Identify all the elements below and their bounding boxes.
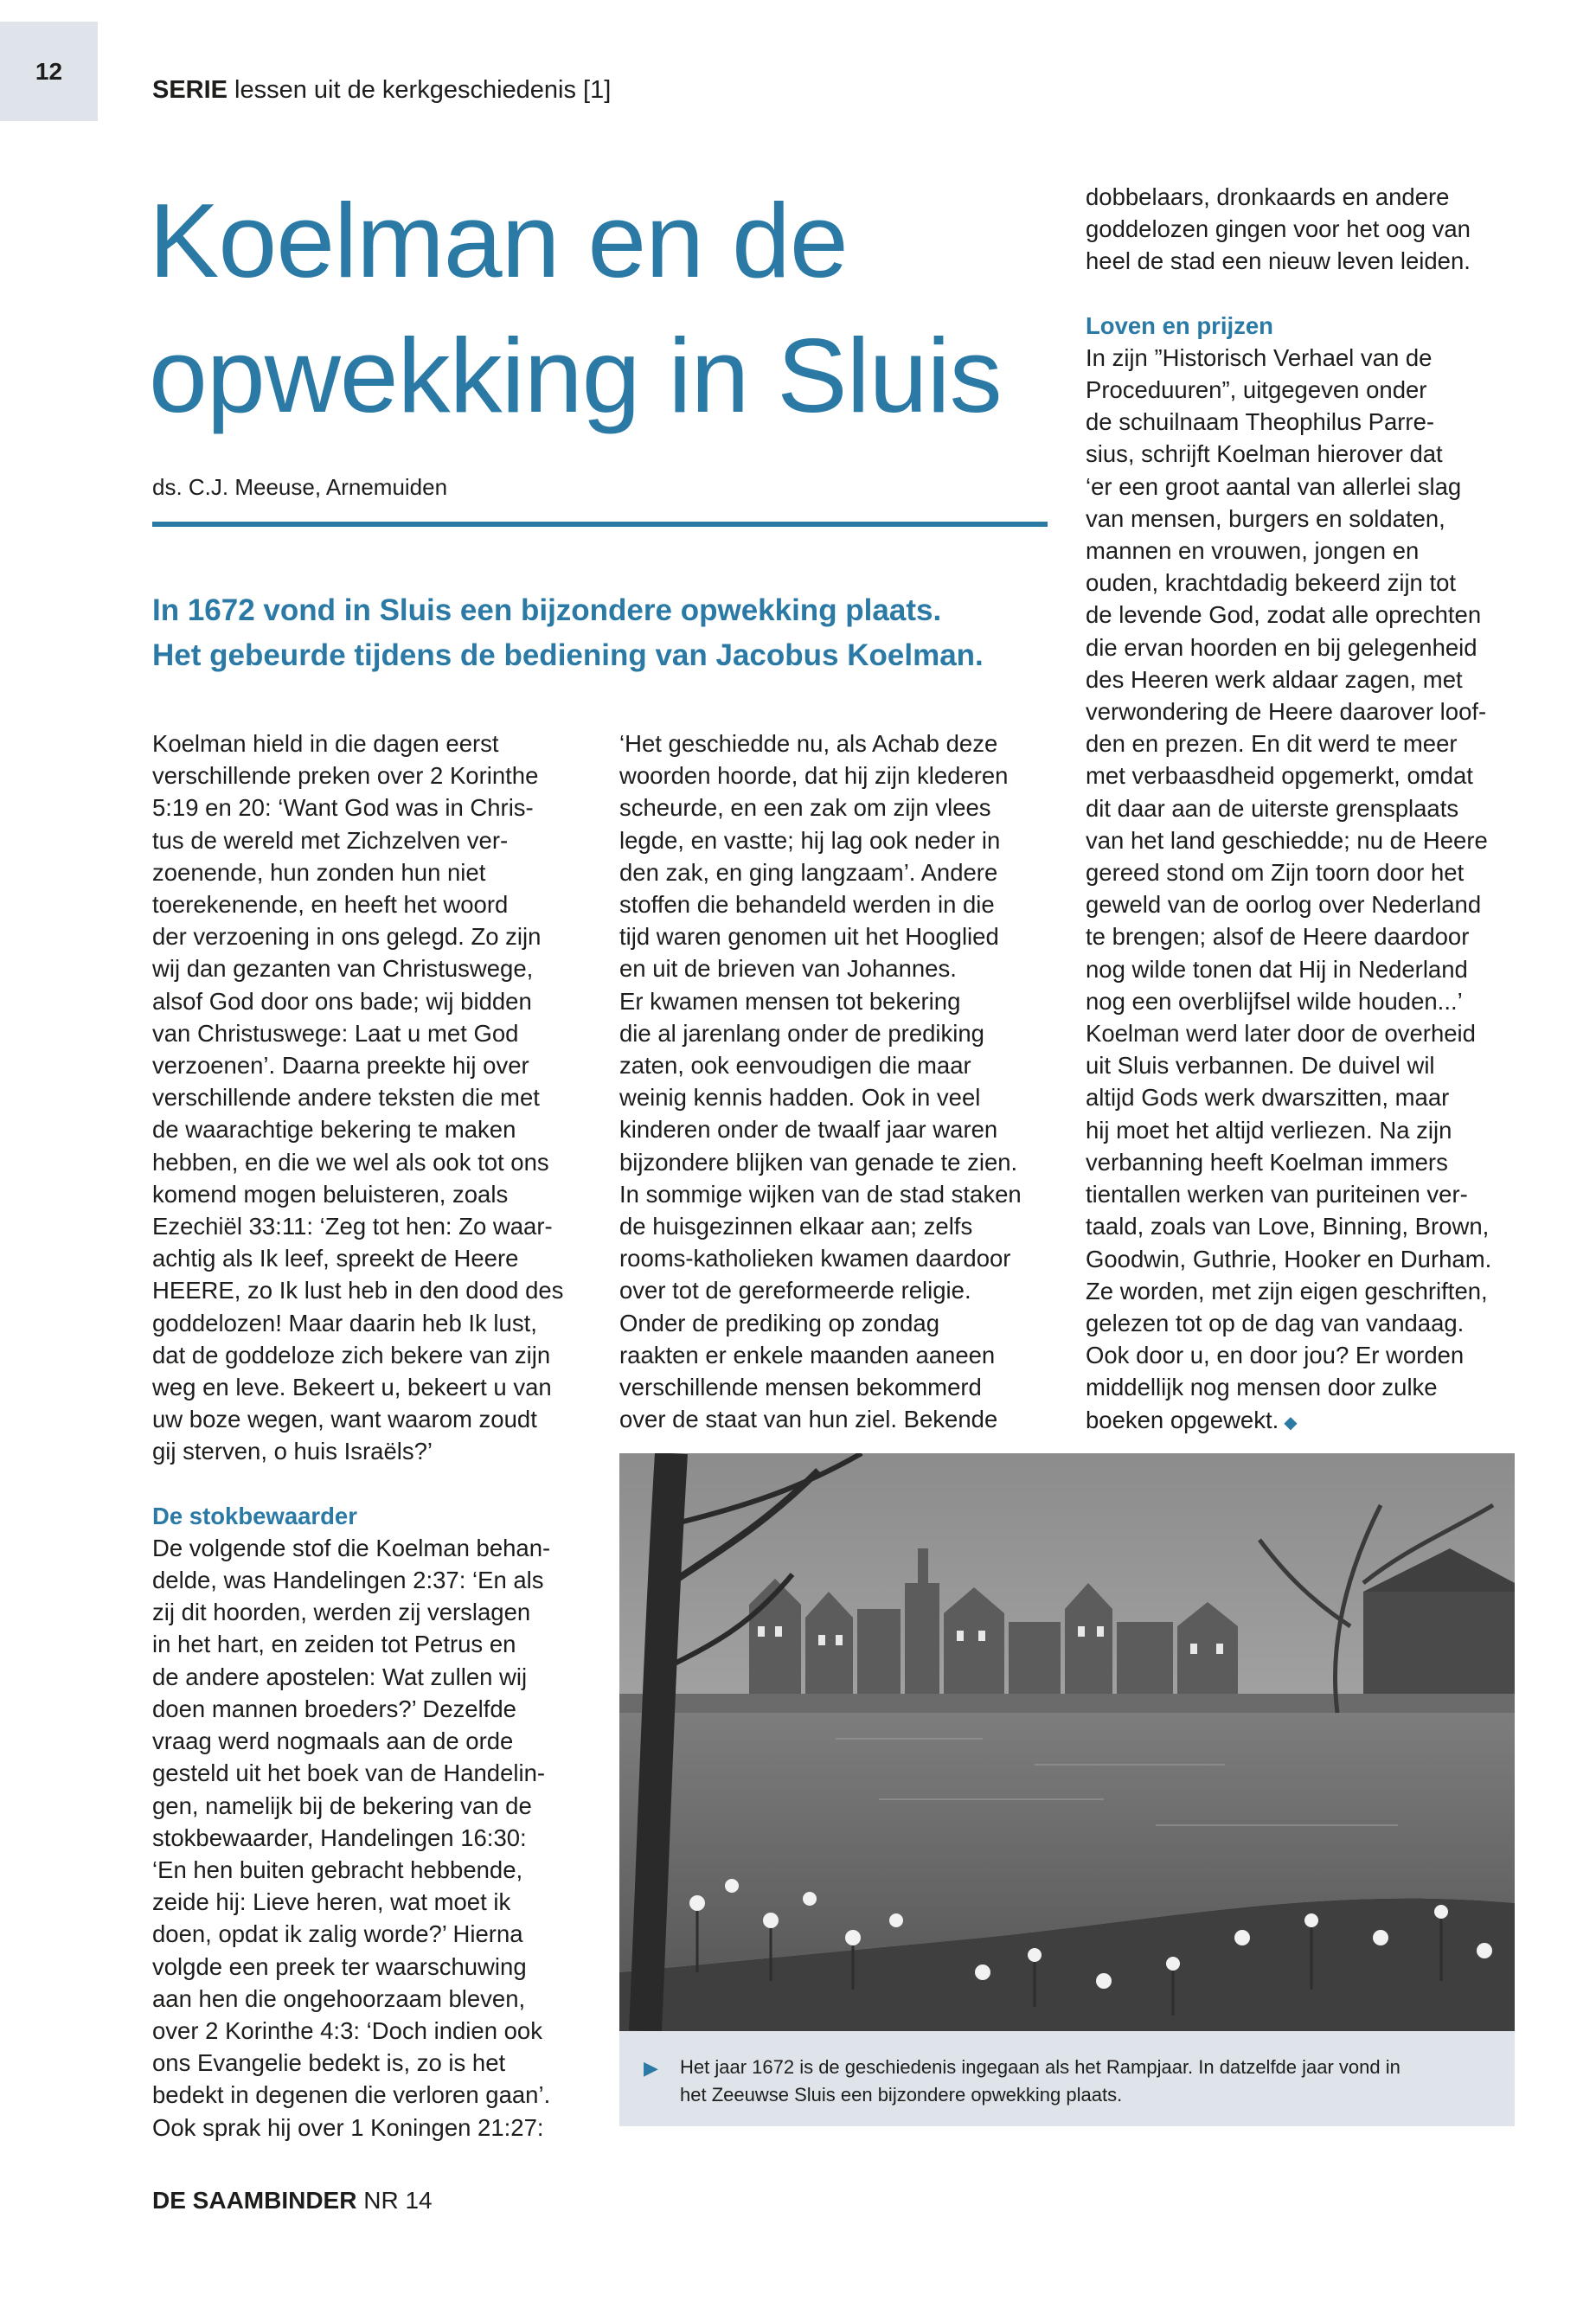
text-line: dat de goddeloze zich bekere van zijn <box>152 1341 551 1368</box>
text-line: volgde een preek ter waarschuwing <box>152 1952 527 1980</box>
text-line: toerekenende, en heeft het woord <box>152 891 509 919</box>
text-line: weinig kennis hadden. Ook in veel <box>619 1084 981 1112</box>
text-line: legde, en vastte; hij lag ook neder in <box>619 826 1001 854</box>
title-line-2: opwekking in Sluis <box>149 317 1002 434</box>
text-line: der verzoening in ons gelegd. Zo zijn <box>152 923 542 951</box>
text-line: scheurde, en een zak om zijn vlees <box>619 794 991 822</box>
text-line: zaten, ook eenvoudigen die maar <box>619 1052 971 1080</box>
text-line: De volgende stof die Koelman behan- <box>152 1534 551 1561</box>
text-line: verschillende mensen bekommerd <box>619 1374 982 1401</box>
text-line: de andere apostelen: Wat zullen wij <box>152 1663 528 1690</box>
text-line: gen, namelijk bij de bekering van de <box>152 1791 532 1819</box>
text-line: Koelman hield in die dagen eerst <box>152 730 499 757</box>
text-line: taald, zoals van Love, Binning, Brown, <box>1086 1213 1490 1240</box>
series-label: SERIE <box>152 76 228 104</box>
text-line: delde, was Handelingen 2:37: ‘En als <box>152 1567 544 1594</box>
text-line: de huisgezinnen elkaar aan; zelfs <box>619 1213 973 1240</box>
caption-arrow-icon: ▶ <box>644 2057 658 2079</box>
text-line: doen, opdat ik zalig worde?’ Hierna <box>152 1920 523 1948</box>
text-line: en uit de brieven van Johannes. <box>619 955 957 983</box>
text-line: hebben, en die we wel als ook tot ons <box>152 1148 549 1176</box>
text-line: verschillende preken over 2 Korinthe <box>152 762 539 790</box>
page-number: 12 <box>35 57 63 85</box>
text-line: van Christuswege: Laat u met God <box>152 1019 519 1047</box>
text-line: In sommige wijken van de stad staken <box>619 1180 1022 1208</box>
text-line: gelezen tot op de dag van vandaag. <box>1086 1309 1465 1336</box>
text-line: over tot de gereformeerde religie. <box>619 1277 971 1304</box>
text-line: Ezechiël 33:11: ‘Zeg tot hen: Zo waar- <box>152 1213 553 1240</box>
text-line: vraag werd nogmaals aan de orde <box>152 1727 514 1755</box>
text-line: Er kwamen mensen tot bekering <box>619 987 961 1015</box>
text-line: bijzondere blijken van genade te zien. <box>619 1148 1018 1176</box>
text-line: kinderen onder de twaalf jaar waren <box>619 1116 998 1144</box>
caption-line-1: Het jaar 1672 is de geschiedenis ingegaan als het Rampjaar. In datzelfde jaar vond in <box>680 2056 1401 2078</box>
text-line: van mensen, burgers en soldaten, <box>1086 504 1445 532</box>
text-line: die ervan hoorden en bij gelegenheid <box>1086 633 1477 661</box>
text-line: verwondering de Heere daarover loof- <box>1086 698 1487 726</box>
text-line: zoenende, hun zonden hun niet <box>152 858 486 886</box>
title-line-1: Koelman en de <box>149 182 848 299</box>
text-line: bedekt in degenen die verloren gaan’. <box>152 2081 551 2109</box>
text-line: te brengen; alsof de Heere daardoor <box>1086 923 1470 951</box>
text-line: in het hart, en zeiden tot Petrus en <box>152 1631 516 1658</box>
text-line: wij dan gezanten van Christuswege, <box>152 955 534 983</box>
text-line: de waarachtige bekering te maken <box>152 1116 516 1144</box>
lead-paragraph <box>152 588 1052 678</box>
end-diamond-icon: ◆ <box>1284 1413 1298 1433</box>
town-canal-photo <box>619 1453 1515 2031</box>
lead-line-2: Het gebeurde tijdens de bediening van Jacobus Koelman. <box>152 638 984 672</box>
text-line: hij moet het altijd verliezen. Na zijn <box>1086 1116 1452 1144</box>
text-line: ‘er een groot aantal van allerlei slag <box>1086 472 1462 500</box>
text-line: den en prezen. En dit werd te meer <box>1086 730 1458 758</box>
article-title <box>149 173 1066 443</box>
text-line: ons Evangelie bedekt is, zo is het <box>152 2049 506 2077</box>
col1-paragraph-1 <box>152 727 593 1468</box>
text-line: gij sterven, o huis Israëls?’ <box>152 1438 433 1465</box>
text-line: dobbelaars, dronkaards en andere <box>1086 183 1450 210</box>
text-line: uit Sluis verbannen. De duivel wil <box>1086 1052 1435 1080</box>
page-footer <box>152 2187 433 2214</box>
lead-line-1: In 1672 vond in Sluis een bijzondere opwekking plaats. <box>152 593 942 627</box>
col2-paragraph-1 <box>619 727 1061 985</box>
text-line: Ook door u, en door jou? Er worden <box>1086 1342 1465 1369</box>
text-line: zij dit hoorden, werden zij verslagen <box>152 1599 531 1626</box>
text-line: goddelozen! Maar daarin heb Ik lust, <box>152 1309 537 1336</box>
text-line: verbanning heeft Koelman immers <box>1086 1148 1448 1176</box>
magazine-name: DE SAAMBINDER <box>152 2187 357 2214</box>
text-line: weg en leve. Bekeert u, bekeert u van <box>152 1374 552 1401</box>
text-line: Onder de prediking op zondag <box>619 1309 939 1336</box>
text-line: geweld van de oorlog over Nederland <box>1086 891 1482 919</box>
col1-paragraph-2 <box>152 1532 593 2144</box>
text-line: over 2 Korinthe 4:3: ‘Doch indien ook <box>152 2016 542 2044</box>
column-3 <box>1086 181 1540 1439</box>
text-line: nog een overblijfsel wilde houden...’ <box>1086 987 1463 1015</box>
text-line: tus de wereld met Zichzelven ver- <box>152 826 509 854</box>
text-line: stokbewaarder, Handelingen 16:30: <box>152 1823 527 1851</box>
text-line: rooms-katholieken kwamen daardoor <box>619 1245 1011 1272</box>
text-line: komend mogen beluisteren, zoals <box>152 1180 509 1208</box>
text-line: stoffen die behandeld werden in die <box>619 891 995 919</box>
text-line: Proceduuren”, uitgegeven onder <box>1086 376 1427 404</box>
issue-number: NR 14 <box>363 2187 433 2214</box>
text-line: sius, schrijft Koelman hierover dat <box>1086 440 1443 468</box>
col3-paragraph-2 <box>1086 342 1540 1439</box>
text-line: woorden hoorde, dat hij zijn klederen <box>619 762 1009 790</box>
caption-line-2: het Zeeuwse Sluis een bijzondere opwekking plaats. <box>680 2084 1123 2106</box>
text-line: die al jarenlang onder de prediking <box>619 1019 984 1047</box>
subhead-stokbewaarder: De stokbewaarder <box>152 1502 357 1529</box>
text-line: ‘Het geschiedde nu, als Achab deze <box>619 730 998 757</box>
text-line: uw boze wegen, want waarom zoudt <box>152 1406 537 1433</box>
text-line: HEERE, zo Ik lust heb in den dood des <box>152 1277 564 1304</box>
text-line: ‘En hen buiten gebracht hebbende, <box>152 1856 523 1883</box>
text-line: tientallen werken van puriteinen ver- <box>1086 1181 1468 1208</box>
text-line: de levende God, zodat alle oprechten <box>1086 601 1482 629</box>
text-line: des Heeren werk aldaar zagen, met <box>1086 665 1463 693</box>
text-line: doen mannen broeders?’ Dezelfde <box>152 1695 516 1722</box>
text-line: heel de stad een nieuw leven leiden. <box>1086 247 1471 275</box>
text-line: achtig als Ik leef, spreekt de Heere <box>152 1245 519 1272</box>
text-line: 5:19 en 20: ‘Want God was in Chris- <box>152 794 534 822</box>
text-line: In zijn ”Historisch Verhael van de <box>1086 343 1433 371</box>
column-2 <box>619 727 1061 1435</box>
subhead-loven-en-prijzen: Loven en prijzen <box>1086 311 1273 339</box>
text-line: gesteld uit het boek van de Handelin- <box>152 1759 546 1787</box>
series-header <box>152 76 611 105</box>
text-line: goddelozen gingen voor het oog van <box>1086 215 1471 243</box>
text-line: raakten er enkele maanden aaneen <box>619 1341 996 1368</box>
text-line: dit daar aan de uiterste grensplaats <box>1086 794 1459 822</box>
text-line: den zak, en ging langzaam’. Andere <box>619 858 998 886</box>
text-line: alsof God door ons bade; wij bidden <box>152 987 532 1015</box>
text-line: boeken opgewekt. <box>1086 1406 1279 1433</box>
text-line: aan hen die ongehoorzaam bleven, <box>152 1984 526 2012</box>
title-divider <box>152 522 1048 527</box>
text-line: altijd Gods werk dwarszitten, maar <box>1086 1084 1450 1112</box>
text-line: zeide hij: Lieve heren, wat moet ik <box>152 1888 511 1916</box>
text-line: ouden, krachtdadig bekeerd zijn tot <box>1086 569 1457 597</box>
col2-paragraph-2 <box>619 985 1061 1436</box>
author-byline: ds. C.J. Meeuse, Arnemuiden <box>152 474 448 500</box>
text-line: met verbaasdheid opgemerkt, omdat <box>1086 762 1473 790</box>
col3-paragraph-1 <box>1086 181 1540 278</box>
text-line: Ze worden, met zijn eigen geschriften, <box>1086 1277 1488 1304</box>
text-line: van het land geschiedde; nu de Heere <box>1086 826 1488 854</box>
column-1 <box>152 727 593 2144</box>
text-line: nog wilde tonen dat Hij in Nederland <box>1086 955 1468 983</box>
text-line: over de staat van hun ziel. Bekende <box>619 1406 998 1433</box>
text-line: Goodwin, Guthrie, Hooker en Durham. <box>1086 1245 1492 1272</box>
text-line: verzoenen’. Daarna preekte hij over <box>152 1052 529 1080</box>
text-line: de schuilnaam Theophilus Parre- <box>1086 408 1435 436</box>
text-line: Ook sprak hij over 1 Koningen 21:27: <box>152 2113 544 2141</box>
text-line: Koelman werd later door de overheid <box>1086 1020 1476 1048</box>
text-line: tijd waren genomen uit het Hooglied <box>619 923 999 951</box>
page-number-box <box>0 22 98 121</box>
photo-caption <box>619 2031 1515 2126</box>
text-line: middellijk nog mensen door zulke <box>1086 1374 1438 1401</box>
text-line: mannen en vrouwen, jongen en <box>1086 537 1420 565</box>
text-line: gereed stond om Zijn toorn door het <box>1086 859 1465 887</box>
series-title: lessen uit de kerkgeschiedenis [1] <box>234 76 612 104</box>
text-line: verschillende andere teksten die met <box>152 1084 540 1112</box>
